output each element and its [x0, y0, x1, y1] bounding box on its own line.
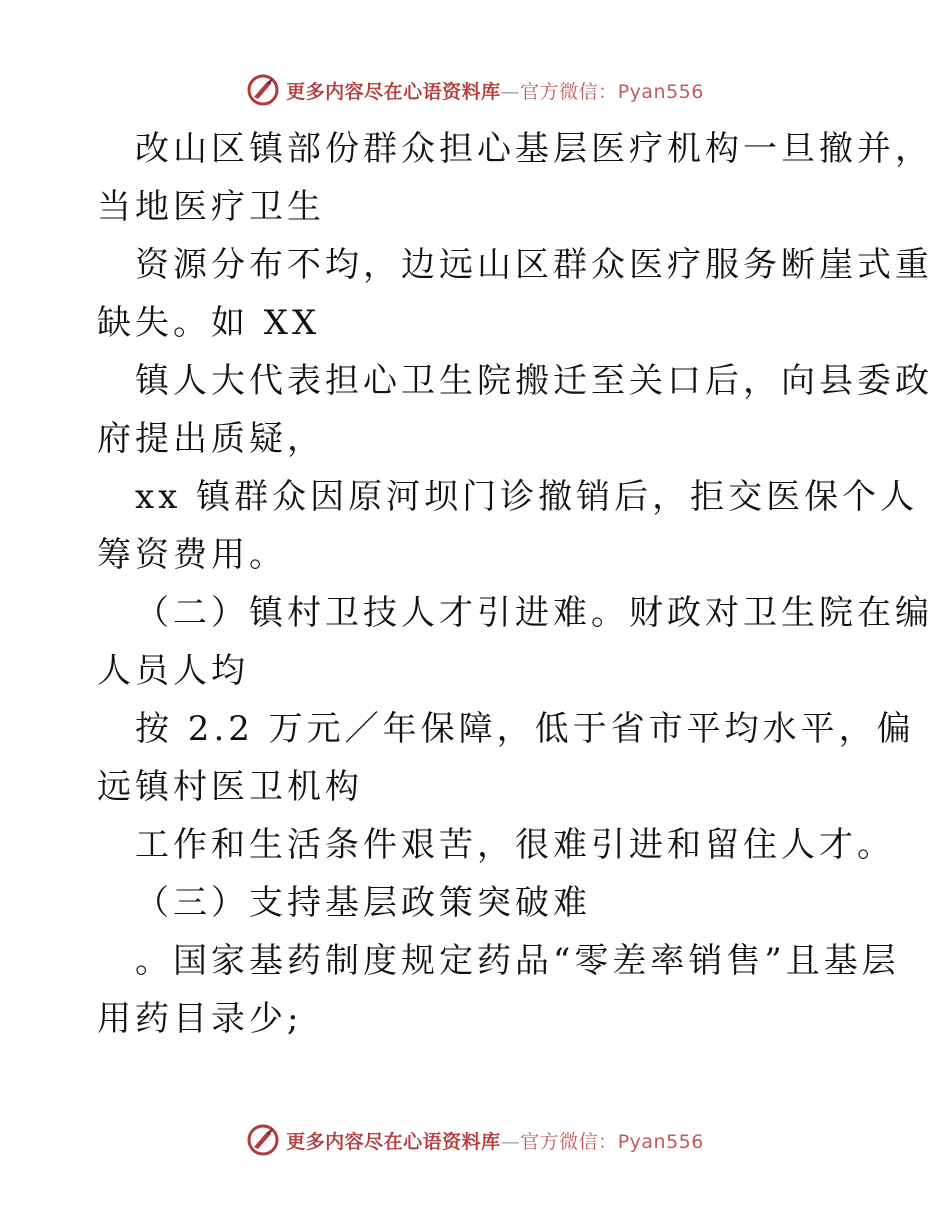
- book-quill-logo-icon: [246, 1123, 280, 1157]
- text-line: 人员人均: [97, 651, 249, 691]
- text-line: 按 2.2 万元／年保障，低于省市平均水平，偏: [135, 709, 915, 749]
- footer-watermark-banner: [0, 1120, 950, 1160]
- text-line: 工作和生活条件艰苦，很难引进和留住人才。: [135, 825, 895, 865]
- text-line: 用药目录少;: [97, 999, 303, 1039]
- text-line: 。国家基药制度规定药品“零差率销售”且基层: [135, 941, 900, 981]
- text-line: （二）镇村卫技人才引进难。财政对卫生院在编: [135, 593, 933, 633]
- text-line: （三）支持基层政策突破难: [135, 883, 591, 923]
- banner-brand: 更多内容尽在心语资料库: [286, 1130, 501, 1153]
- banner-wechat-label: 官方微信：: [520, 1130, 618, 1153]
- text-line: 筹资费用。: [97, 535, 287, 575]
- header-watermark-banner: [0, 70, 950, 110]
- banner-brand: 更多内容尽在心语资料库: [286, 80, 501, 103]
- text-line: 改山区镇部份群众担心基层医疗机构一旦撤并，: [135, 129, 933, 169]
- banner-wechat-id: Pyan556: [617, 80, 704, 103]
- banner-separator: —: [500, 1130, 521, 1153]
- banner-separator: —: [500, 80, 521, 103]
- banner-text: [286, 1127, 704, 1154]
- text-line: 府提出质疑，: [97, 419, 325, 459]
- text-line: 资源分布不均，边远山区群众医疗服务断崖式重: [135, 245, 933, 285]
- banner-wechat-label: 官方微信：: [520, 80, 618, 103]
- banner-text: [286, 77, 704, 104]
- text-line: xx 镇群众因原河坝门诊撤销后，拒交医保个人: [135, 477, 919, 517]
- banner-wechat-id: Pyan556: [617, 1130, 704, 1153]
- text-line: 远镇村医卫机构: [97, 767, 363, 807]
- document-body: [97, 120, 933, 1048]
- text-line: 缺失。如 XX: [97, 303, 321, 343]
- text-line: 镇人大代表担心卫生院搬迁至关口后，向县委政: [135, 361, 933, 401]
- book-quill-logo-icon: [246, 73, 280, 107]
- text-line: 当地医疗卫生: [97, 187, 325, 227]
